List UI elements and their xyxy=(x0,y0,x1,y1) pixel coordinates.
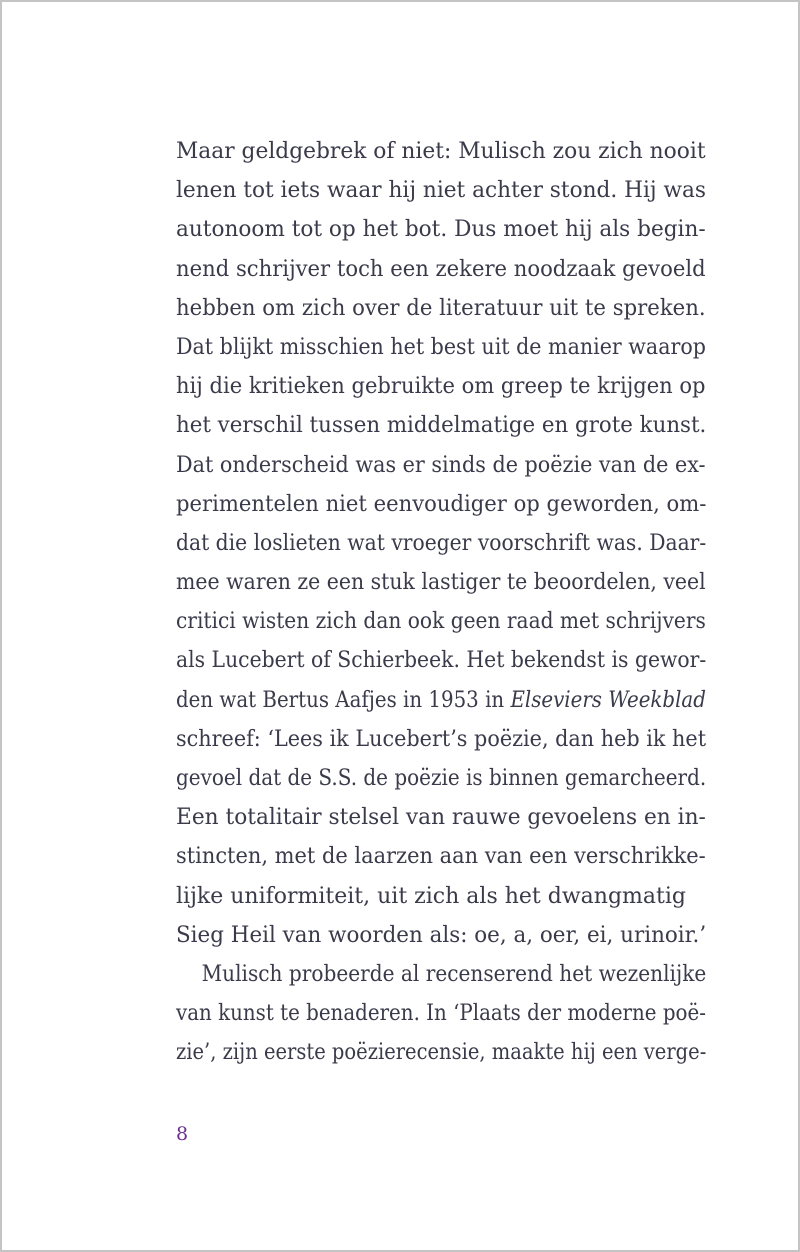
text-line: schreef: ‘Lees ik Lucebert’s poëzie, dan heb ik het xyxy=(176,726,707,752)
text-line: zie’, zijn eerste poëzierecensie, maakte hij een verge- xyxy=(176,1040,707,1066)
text-line: mee waren ze een stuk lastiger te beoordelen, veel xyxy=(176,570,706,596)
italic-publication-title: Elseviers Weekblad xyxy=(510,687,706,713)
text-line: van kunst te benaderen. In ‘Plaats der moderne poë- xyxy=(176,1001,706,1027)
text-line: lenen tot iets waar hij niet achter stond. Hij was xyxy=(176,178,707,204)
text-line: stincten, met de laarzen aan van een verschrikke- xyxy=(176,844,706,870)
text-line: als Lucebert of Schierbeek. Het bekendst is gewor- xyxy=(176,648,707,674)
text-line: perimentelen niet eenvoudiger op geworden, om- xyxy=(176,491,707,517)
text-line: Maar geldgebrek of niet: Mulisch zou zich nooit xyxy=(176,139,706,164)
text-line: Een totalitair stelsel van rauwe gevoelens en in- xyxy=(176,805,706,831)
text-line: gevoel dat de S.S. de poëzie is binnen gemarcheerd. xyxy=(176,766,707,791)
text-line: autonoom tot op het bot. Dus moet hij als begin- xyxy=(176,217,706,243)
text-line: lijke uniformiteit, uit zich als het dwangmatig xyxy=(176,883,686,909)
text-line: Dat onderscheid was er sinds de poëzie van de ex- xyxy=(176,452,706,478)
text-line: nend schrijver toch een zekere noodzaak gevoeld xyxy=(176,256,706,282)
text-line: dat die loslieten wat vroeger voorschrift was. Daar- xyxy=(176,530,707,556)
text-line: hij die kritieken gebruikte om greep te krijgen op xyxy=(176,374,706,400)
text-line: het verschil tussen middelmatige en grote kunst. xyxy=(176,413,707,439)
page-number: 8 xyxy=(176,1123,189,1145)
text-line: critici wisten zich dan ook geen raad met schrijvers xyxy=(176,609,706,635)
text-line: Dat blijkt misschien het best uit de manier waarop xyxy=(176,334,706,360)
body-text xyxy=(176,132,706,1073)
paragraph-first-line: Mulisch probeerde al recenserend het wezenlijke xyxy=(201,961,707,987)
text-line: Sieg Heil van woorden als: oe, a, oer, ei, urinoir.’ xyxy=(176,922,707,948)
text-line-with-italic-title xyxy=(176,681,706,720)
text-line: hebben om zich over de literatuur uit te spreken. xyxy=(176,295,706,321)
text-segment: den wat Bertus Aafjes in 1953 in xyxy=(176,687,511,713)
